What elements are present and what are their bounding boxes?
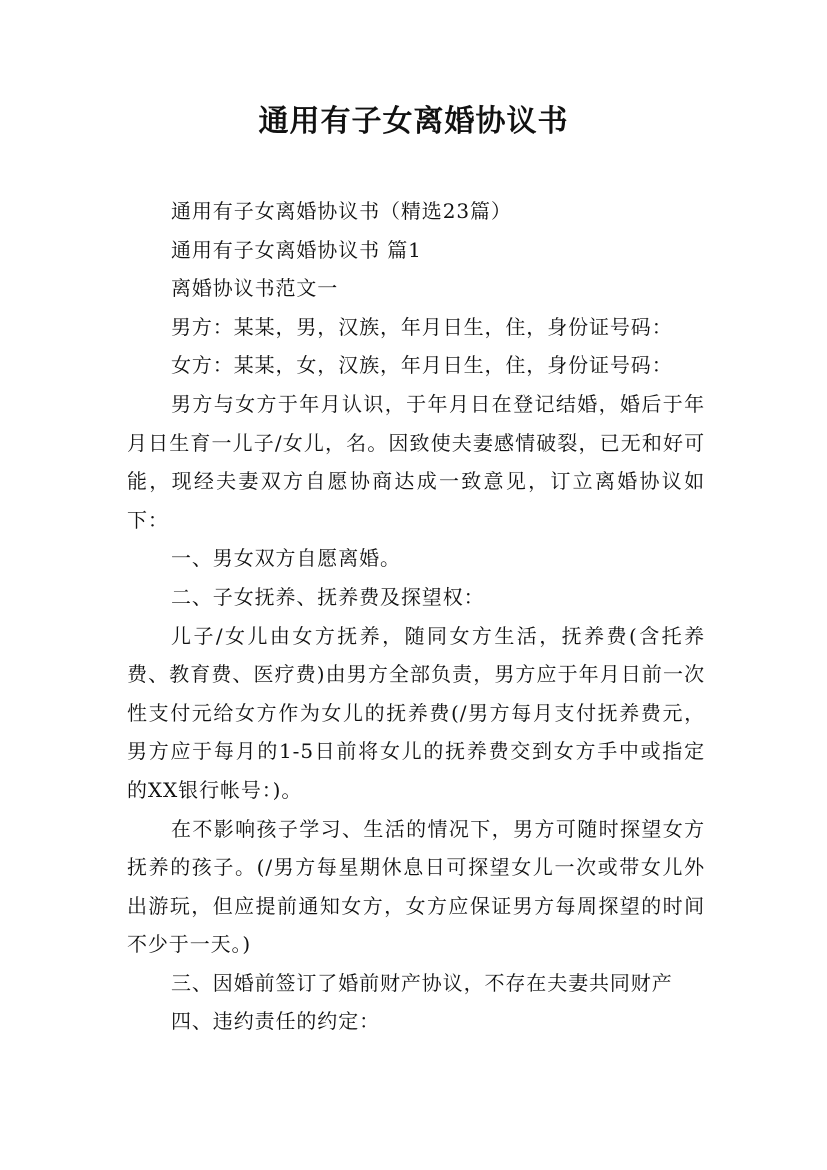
paragraph-subtitle: 通用有子女离婚协议书（精选23篇） <box>171 199 512 223</box>
document-title: 通用有子女离婚协议书 <box>258 104 569 139</box>
paragraph-male-party: 男方：某某，男，汉族，年月日生，住，身份证号码： <box>171 314 673 339</box>
paragraph-background: 男方与女方于年月认识，于年月日在登记结婚，婚后于年月日生育一儿子/女儿，名。因致使夫妻感情破裂，已无和好可能，现经夫妻双方自愿协商达成一致意见，订立离婚协议如下： <box>127 391 705 532</box>
paragraph-sample-heading: 离婚协议书范文一 <box>171 276 339 301</box>
paragraph-clause-3: 三、因婚前签订了婚前财产协议，不存在夫妻共同财产 <box>171 970 673 995</box>
paragraph-clause-1: 一、男女双方自愿离婚。 <box>171 546 401 571</box>
document-body <box>127 192 705 1041</box>
paragraph-female-party: 女方：某某，女，汉族，年月日生，住，身份证号码： <box>171 353 673 378</box>
paragraph-visitation: 在不影响孩子学习、生活的情况下，男方可随时探望女方抚养的孩子。(/男方每星期休息日可探望女儿一次或带女儿外出游玩，但应提前通知女方，女方应保证男方每周探望的时间不少于一天。) <box>127 816 705 957</box>
paragraph-clause-4: 四、违约责任的约定： <box>171 1009 380 1034</box>
paragraph-article-heading: 通用有子女离婚协议书 篇1 <box>171 237 422 262</box>
paragraph-clause-2: 二、子女抚养、抚养费及探望权： <box>171 584 485 609</box>
paragraph-custody: 儿子/女儿由女方抚养，随同女方生活，抚养费(含托养费、教育费、医疗费)由男方全部负责，男方应于年月日前一次性支付元给女方作为女儿的抚养费(/男方每月支付抚养费元，男方应于每月的1-5日前将女儿的抚养费交到女方手中或指定的XX银行帐号：)。 <box>127 623 705 802</box>
